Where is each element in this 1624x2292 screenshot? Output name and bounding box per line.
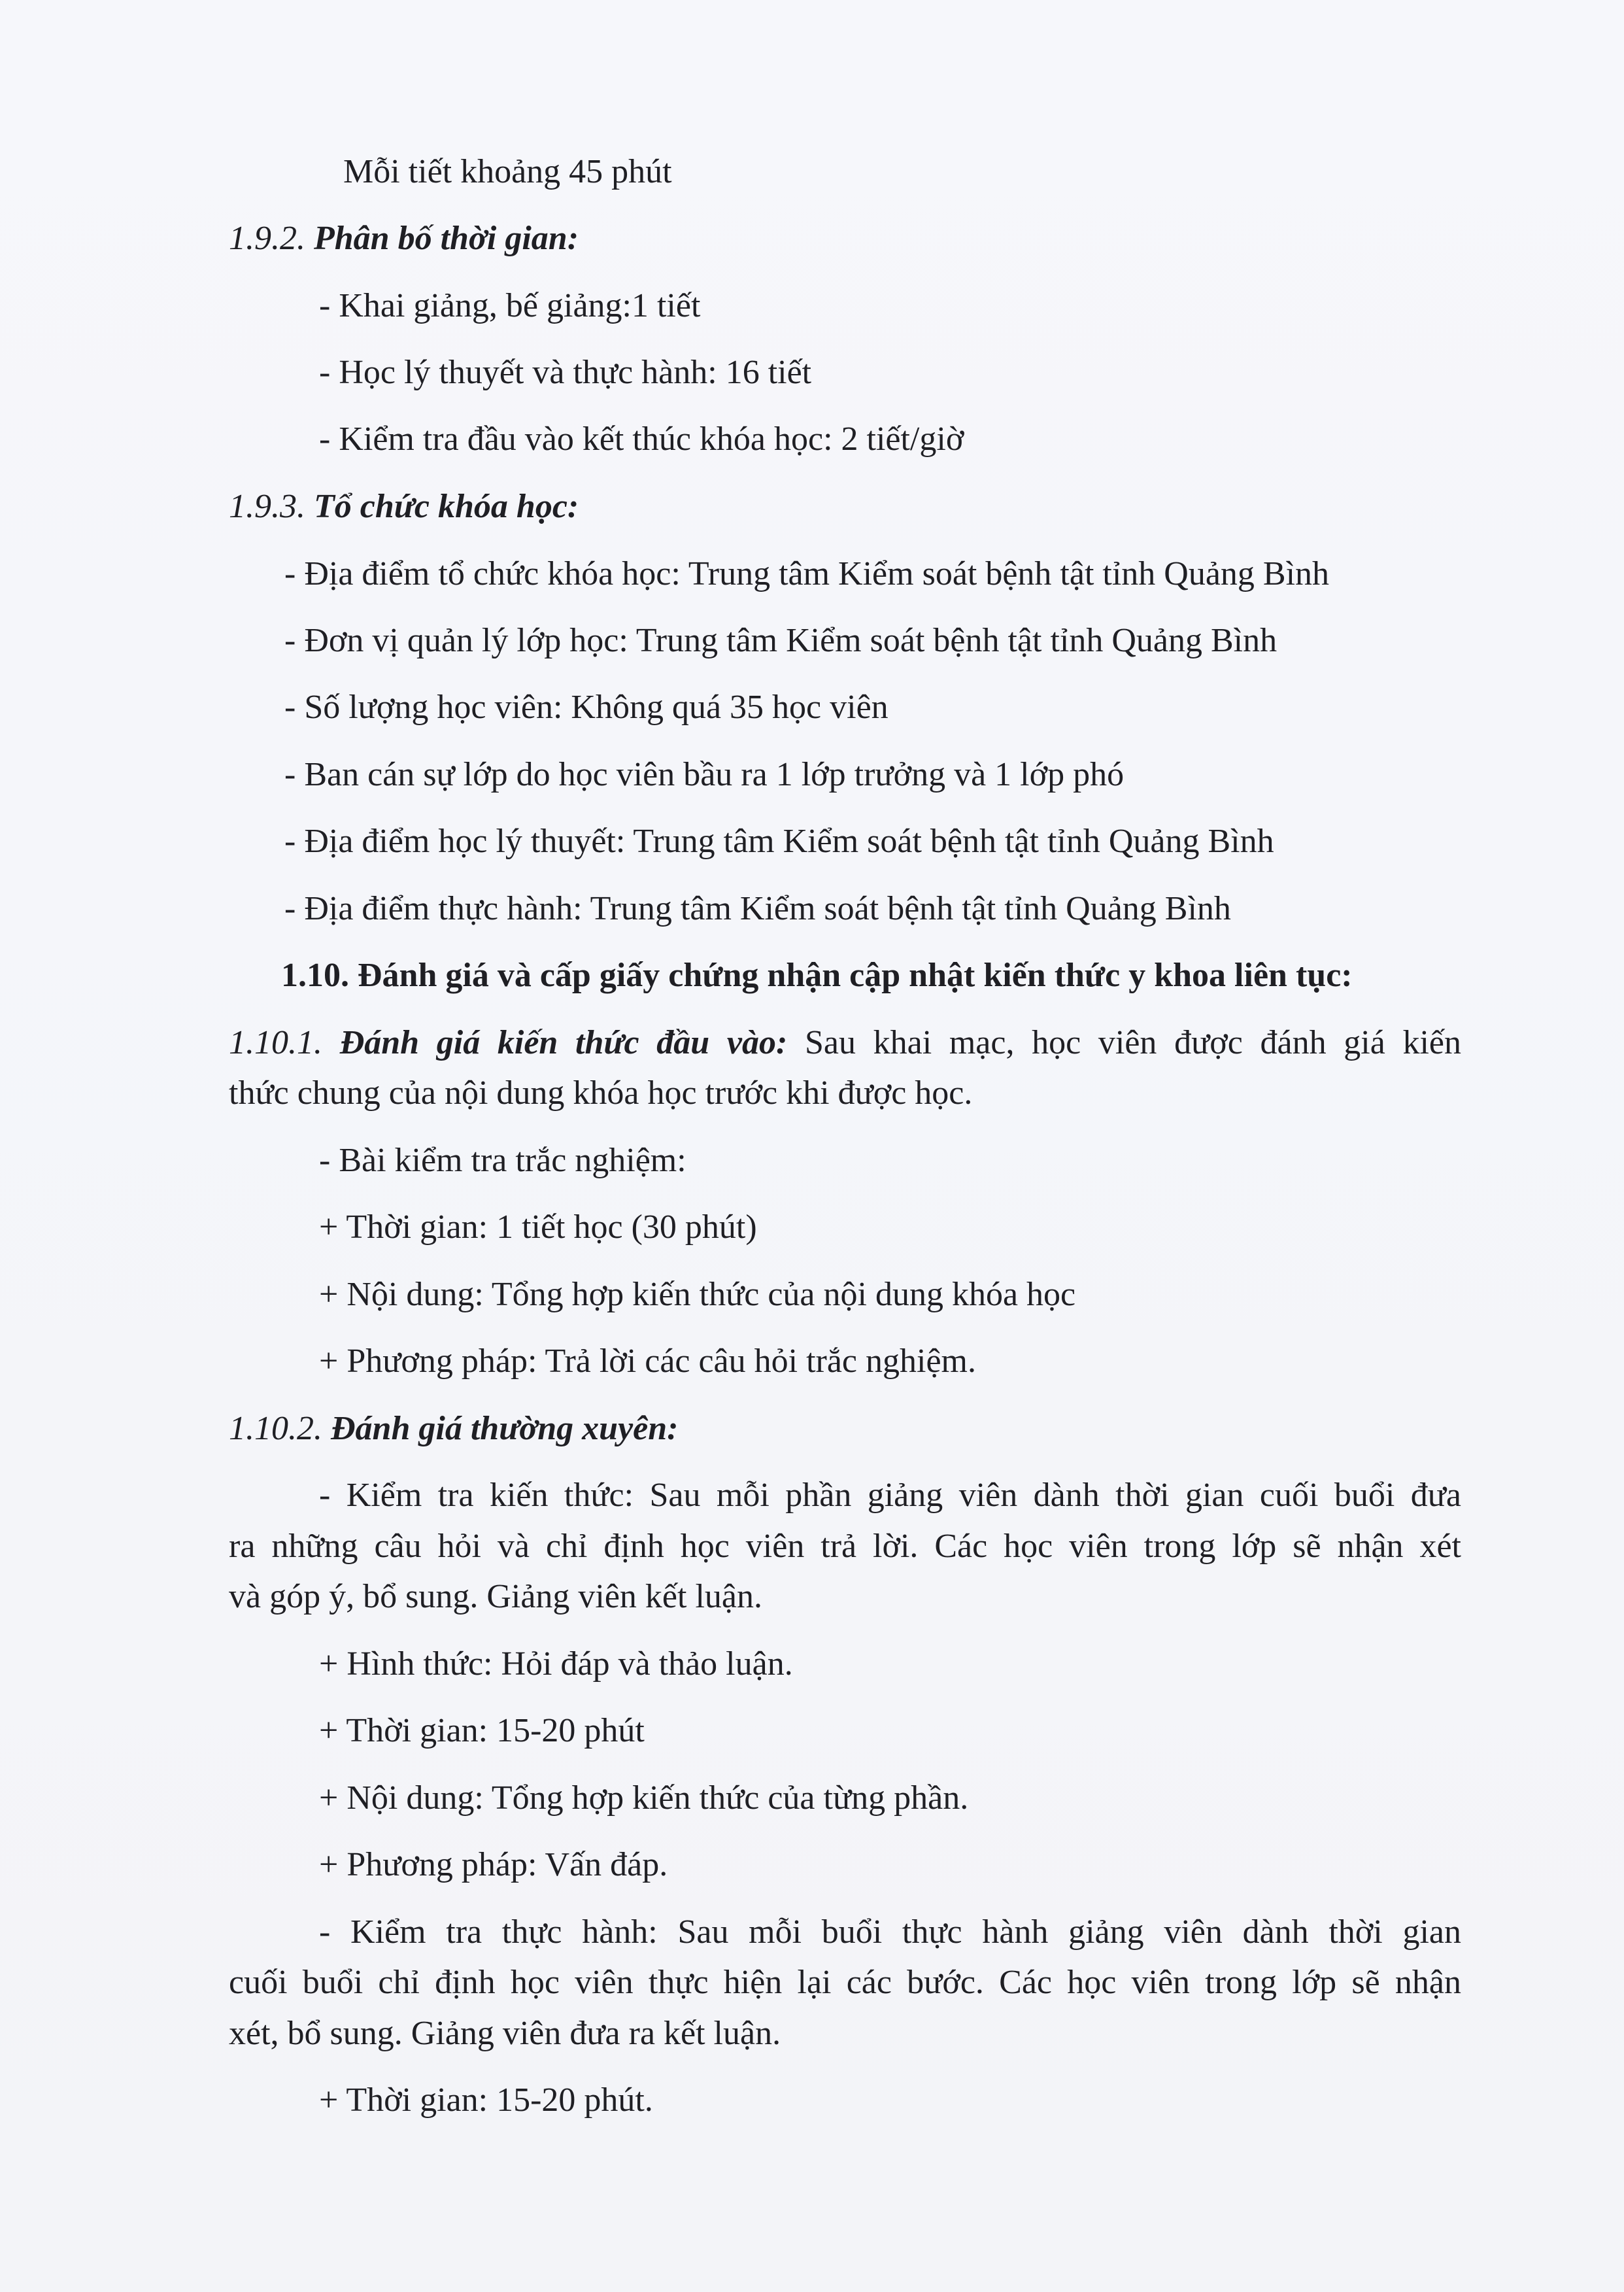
section-number: 1.9.3. xyxy=(229,488,305,525)
section-title: Đánh giá kiến thức đầu vào: xyxy=(339,1024,788,1061)
section-number: 1.9.2. xyxy=(229,220,305,257)
text-line: - Bài kiểm tra trắc nghiệm: xyxy=(319,1142,686,1179)
section-title: Đánh giá thường xuyên: xyxy=(331,1410,679,1447)
text-line: + Thời gian: 15-20 phút. xyxy=(319,2081,653,2119)
section-heading xyxy=(229,1409,679,1448)
text-line: + Phương pháp: Trả lời các câu hỏi trắc nghiệm. xyxy=(319,1343,976,1380)
text-line: xét, bổ sung. Giảng viên đưa ra kết luận. xyxy=(229,2015,781,2052)
text-line: + Nội dung: Tổng hợp kiến thức của nội dung khóa học xyxy=(319,1276,1076,1313)
text-line: - Số lượng học viên: Không quá 35 học viên xyxy=(284,689,888,726)
text-line: và góp ý, bổ sung. Giảng viên kết luận. xyxy=(229,1578,762,1615)
section-heading xyxy=(229,1023,1461,1063)
section-title: Tổ chức khóa học: xyxy=(314,488,579,525)
section-heading xyxy=(229,219,579,258)
text-line: + Thời gian: 1 tiết học (30 phút) xyxy=(319,1208,757,1246)
paragraph-text: Sau khai mạc, học viên được đánh giá kiến xyxy=(804,1024,1462,1061)
text-line: - Khai giảng, bế giảng:1 tiết xyxy=(319,287,701,324)
section-title: Phân bố thời gian: xyxy=(314,220,579,257)
section-number: 1.10.1. xyxy=(229,1024,322,1061)
text-line: thức chung của nội dung khóa học trước khi được học. xyxy=(229,1074,973,1112)
section-heading xyxy=(229,487,579,526)
section-heading: 1.10. Đánh giá và cấp giấy chứng nhận cập nhật kiến thức y khoa liên tục: xyxy=(281,957,1353,994)
text-line: - Kiểm tra thực hành: Sau mỗi buổi thực hành giảng viên dành thời gian xyxy=(319,1913,1461,1951)
text-line: + Thời gian: 15-20 phút xyxy=(319,1712,645,1749)
text-line: - Địa điểm học lý thuyết: Trung tâm Kiểm soát bệnh tật tỉnh Quảng Bình xyxy=(284,823,1274,860)
text-line: Mỗi tiết khoảng 45 phút xyxy=(343,153,672,190)
text-line: - Ban cán sự lớp do học viên bầu ra 1 lớp trưởng và 1 lớp phó xyxy=(284,756,1125,793)
text-line: + Nội dung: Tổng hợp kiến thức của từng phần. xyxy=(319,1779,969,1817)
text-line: - Học lý thuyết và thực hành: 16 tiết xyxy=(319,354,812,391)
text-line: + Phương pháp: Vấn đáp. xyxy=(319,1846,668,1883)
text-line: - Địa điểm thực hành: Trung tâm Kiểm soát bệnh tật tỉnh Quảng Bình xyxy=(284,890,1231,927)
text-line: - Kiểm tra kiến thức: Sau mỗi phần giảng viên dành thời gian cuối buổi đưa xyxy=(319,1477,1461,1514)
text-line: - Địa điểm tổ chức khóa học: Trung tâm Kiểm soát bệnh tật tỉnh Quảng Bình xyxy=(284,555,1330,592)
text-line: ra những câu hỏi và chỉ định học viên trả lời. Các học viên trong lớp sẽ nhận xét xyxy=(229,1528,1461,1565)
text-line: + Hình thức: Hỏi đáp và thảo luận. xyxy=(319,1645,793,1683)
section-number: 1.10.2. xyxy=(229,1410,322,1447)
text-line: - Kiểm tra đầu vào kết thúc khóa học: 2 tiết/giờ xyxy=(319,420,964,458)
text-line: - Đơn vị quản lý lớp học: Trung tâm Kiểm soát bệnh tật tỉnh Quảng Bình xyxy=(284,622,1277,659)
text-line: cuối buổi chỉ định học viên thực hiện lại các bước. Các học viên trong lớp sẽ nhận xyxy=(229,1964,1461,2001)
